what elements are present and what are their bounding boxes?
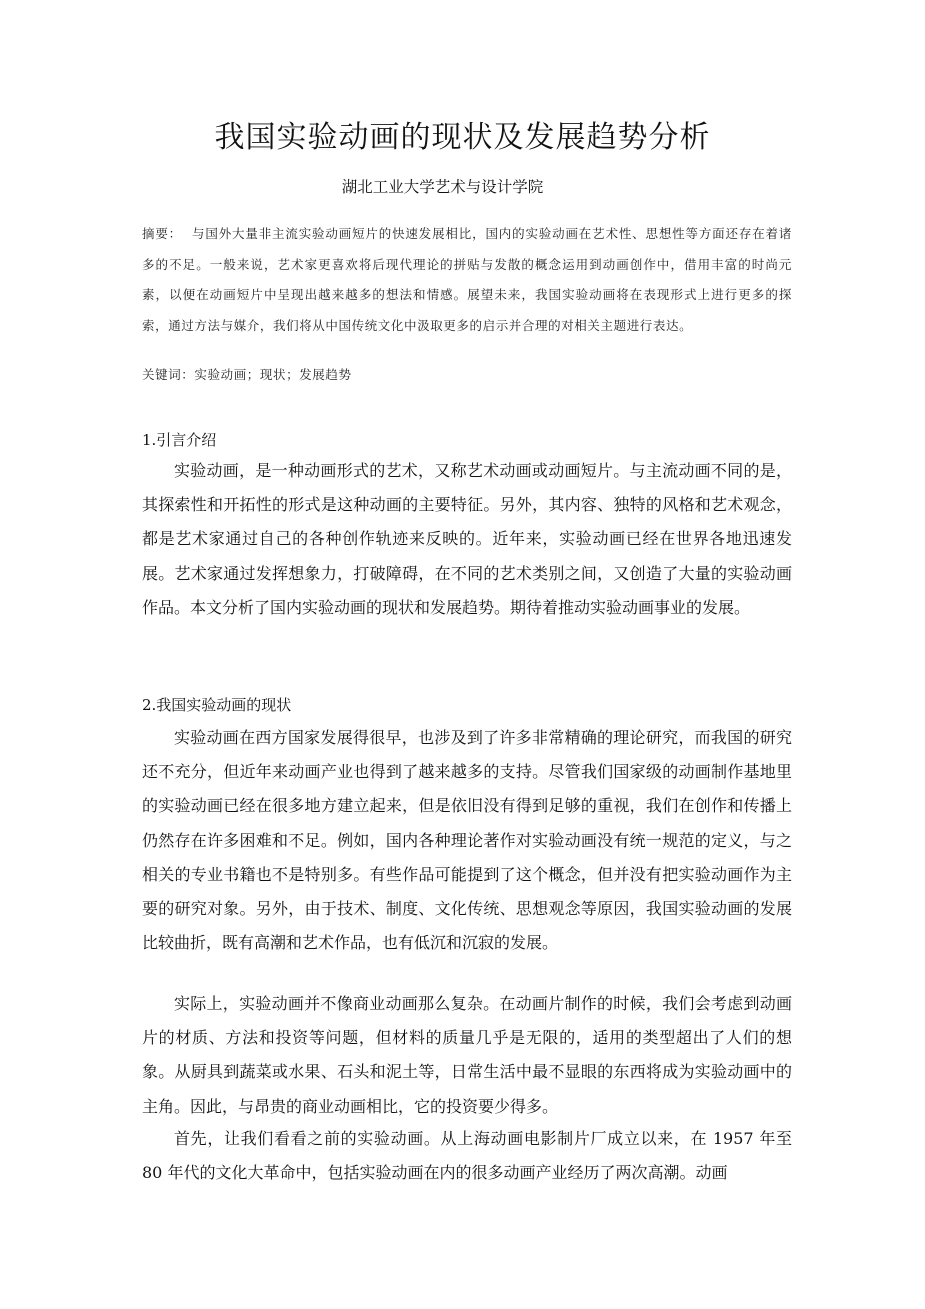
abstract-text: 与国外大量非主流实验动画短片的快速发展相比，国内的实验动画在艺术性、思想性等方面还存在着诸多的不足。一般来说，艺术家更喜欢将后现代理论的拼贴与发散的概念运用到动画创作中，借用丰富的时尚元素，以便在动画短片中呈现出越来越多的想法和情感。展望未来，我国实验动画将在表现形式上进行更多的探索，通过方法与媒介，我们将从中国传统文化中汲取更多的启示并合理的对相关主题进行表达。 <box>142 226 792 333</box>
keywords-line: 关键词：实验动画；现状；发展趋势 <box>142 367 352 382</box>
author-affiliation: 湖北工业大学艺术与设计学院 <box>341 178 544 196</box>
body-paragraph: 实际上，实验动画并不像商业动画那么复杂。在动画片制作的时候，我们会考虑到动画片的材质、方法和投资等问题，但材料的质量几乎是无限的，适用的类型超出了人们的想象。从厨具到蔬菜或水果、石头和泥土等，日常生活中最不显眼的东西将成为实验动画中的主角。因此，与昂贵的商业动画相比，它的投资要少得多。 <box>142 994 792 1116</box>
section-heading-introduction: 1.引言介绍 <box>142 431 217 449</box>
abstract-block <box>142 219 792 341</box>
body-paragraph: 实验动画在西方国家发展得很早，也涉及到了许多非常精确的理论研究，而我国的研究还不充分，但近年来动画产业也得到了越来越多的支持。尽管我们国家级的动画制作基地里的实验动画已经在很多地方建立起来，但是依旧没有得到足够的重视，我们在创作和传播上仍然存在许多困难和不足。例如，国内各种理论著作对实验动画没有统一规范的定义，与之相关的专业书籍也不是特别多。有些作品可能提到了这个概念，但并没有把实验动画作为主要的研究对象。另外，由于技术、制度、文化传统、思想观念等原因，我国实验动画的发展比较曲折，既有高潮和艺术作品，也有低沉和沉寂的发展。 <box>142 728 792 953</box>
body-paragraph: 实验动画，是一种动画形式的艺术，又称艺术动画或动画短片。与主流动画不同的是，其探索性和开拓性的形式是这种动画的主要特征。另外，其内容、独特的风格和艺术观念，都是艺术家通过自己的各种创作轨迹来反映的。近年来，实验动画已经在世界各地迅速发展。艺术家通过发挥想象力，打破障碍，在不同的艺术类别之间，又创造了大量的实验动画作品。本文分析了国内实验动画的现状和发展趋势。期待着推动实验动画事业的发展。 <box>142 461 792 617</box>
abstract-label: 摘要： <box>142 226 183 241</box>
paper-title: 我国实验动画的现状及发展趋势分析 <box>214 120 711 155</box>
body-paragraph: 首先，让我们看看之前的实验动画。从上海动画电影制片厂成立以来，在 1957 年至 80 年代的文化大革命中，包括实验动画在内的很多动画产业经历了两次高潮。动画 <box>142 1129 792 1183</box>
section-heading-status: 2.我国实验动画的现状 <box>142 696 292 714</box>
